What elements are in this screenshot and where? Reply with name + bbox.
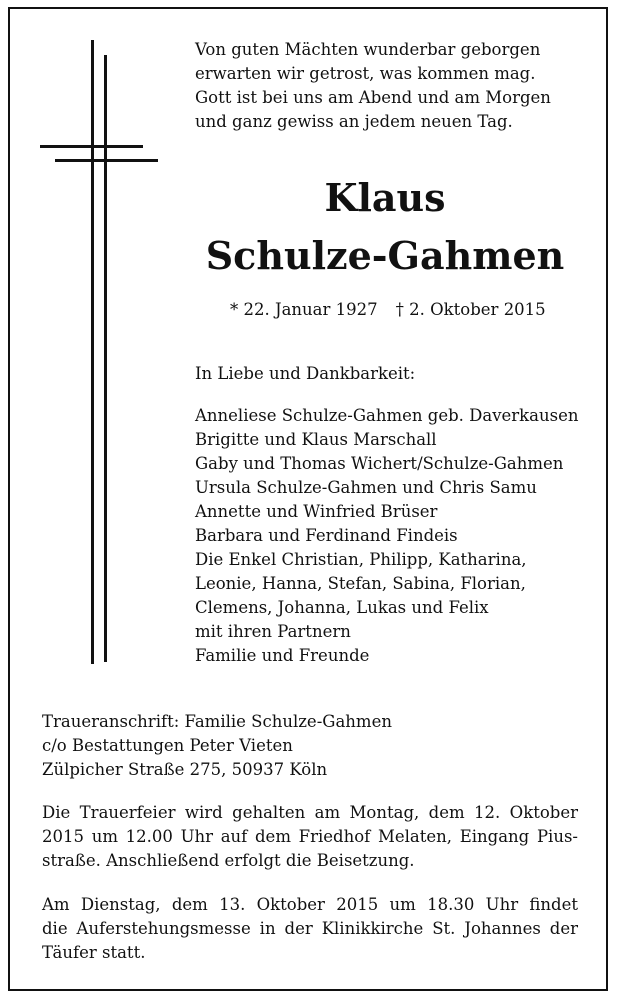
cross-horizontal-bar: [40, 145, 143, 148]
mass-line: Täufer statt.: [42, 943, 146, 962]
mass-line: Am Dienstag, dem 13. Oktober 2015 um 18.30 Uhr findet: [42, 895, 578, 914]
mass-paragraph: [42, 893, 578, 965]
mourner-line: Familie und Freunde: [195, 646, 370, 665]
poem-verse: [195, 38, 595, 134]
cross-horizontal-bar: [55, 159, 158, 162]
poem-line: erwarten wir getrost, was kommen mag.: [195, 64, 536, 83]
mourners-list: [195, 404, 605, 668]
mourner-line: Clemens, Johanna, Lukas und Felix: [195, 598, 489, 617]
funeral-line: Die Trauerfeier wird gehalten am Montag, dem 12. Oktober: [42, 803, 578, 822]
address-line: Zülpicher Straße 275, 50937 Köln: [42, 760, 328, 779]
mourner-line: Brigitte und Klaus Marschall: [195, 430, 437, 449]
mourner-line: Leonie, Hanna, Stefan, Sabina, Florian,: [195, 574, 526, 593]
funeral-line: straße. Anschließend erfolgt die Beisetzung.: [42, 851, 415, 870]
cross-vertical-bar: [91, 40, 94, 664]
mass-line: die Auferstehungsmesse in der Klinikkirche St. Johannes der: [42, 919, 578, 938]
address-line: c/o Bestattungen Peter Vieten: [42, 736, 293, 755]
poem-line: Gott ist bei uns am Abend und am Morgen: [195, 88, 551, 107]
address-line: Traueranschrift: Familie Schulze-Gahmen: [42, 712, 392, 731]
deceased-first-name: Klaus: [324, 175, 446, 220]
mourner-line: Ursula Schulze-Gahmen und Chris Samu: [195, 478, 537, 497]
death-date: † 2. Oktober 2015: [395, 300, 546, 319]
deceased-last-name: Schulze-Gahmen: [205, 233, 565, 278]
mourner-line: mit ihren Partnern: [195, 622, 351, 641]
life-dates: [230, 298, 546, 322]
mourning-address: [42, 710, 592, 782]
poem-line: Von guten Mächten wunderbar geborgen: [195, 40, 541, 59]
birth-date: * 22. Januar 1927: [230, 300, 378, 319]
funeral-paragraph: [42, 801, 578, 873]
funeral-line: 2015 um 12.00 Uhr auf dem Friedhof Melaten, Eingang Pius-: [42, 827, 578, 846]
poem-line: und ganz gewiss an jedem neuen Tag.: [195, 112, 513, 131]
mourner-line: Annette und Winfried Brüser: [195, 502, 438, 521]
mourner-line: Gaby und Thomas Wichert/Schulze-Gahmen: [195, 454, 564, 473]
mourner-line: Barbara und Ferdinand Findeis: [195, 526, 458, 545]
intro-text: In Liebe und Dankbarkeit:: [195, 364, 416, 383]
mourner-line: Die Enkel Christian, Philipp, Katharina,: [195, 550, 527, 569]
mourner-line: Anneliese Schulze-Gahmen geb. Daverkausen: [195, 406, 579, 425]
